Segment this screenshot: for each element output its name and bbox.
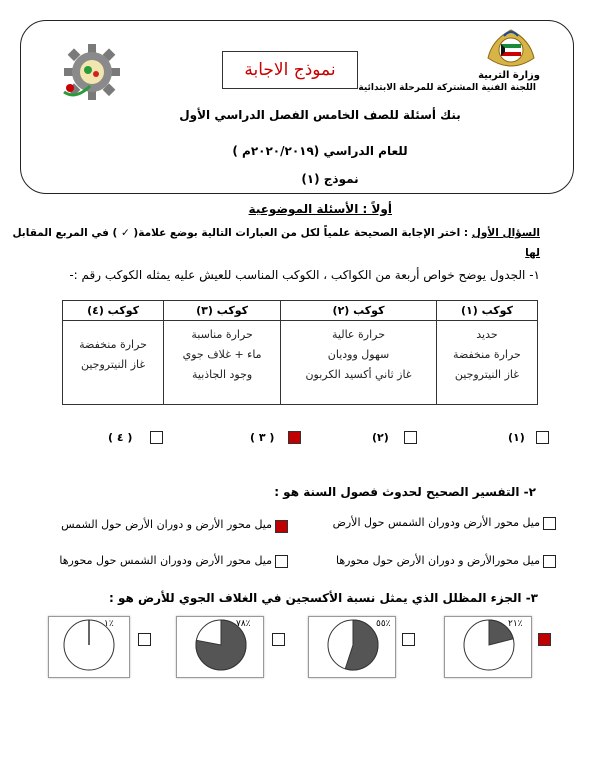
q3-option-2-checkbox[interactable] (402, 633, 415, 646)
q3-option-1-pie (462, 618, 516, 672)
q1-instruction (12, 227, 540, 239)
q3-option-3-label: ٧٨٪ (236, 619, 251, 629)
q1-instruction-tail: لها (525, 247, 540, 259)
kuwait-emblem-icon (482, 24, 540, 74)
q1-option-3-label: ( ٣ ) (250, 431, 275, 444)
q1-option-4-label: ( ٤ ) (108, 431, 133, 444)
cell-line: غاز النيتروجين (454, 368, 520, 381)
gear-logo-icon (60, 40, 124, 104)
ministry-label: وزارة التربية (478, 70, 540, 81)
cell-line: حرارة عالية (332, 328, 385, 341)
table-header: كوكب (١) (436, 301, 537, 321)
cell-line: حرارة مناسبة (191, 328, 253, 341)
cell-line: غاز النيتروجين (80, 358, 146, 371)
q3-option-2-pie (326, 618, 380, 672)
year-label: للعام الدراسي (٢٠٢٠/٢٠١٩م ) (232, 144, 408, 158)
table-cell (63, 321, 164, 405)
q3-option-1-checkbox[interactable] (538, 633, 551, 646)
q1-text: ١- الجدول يوضح خواص أربعة من الكواكب ، الكوكب المناسب للعيش عليه يمثله الكوكب رقم :- (69, 268, 540, 282)
table-header: كوكب (٤) (63, 301, 164, 321)
cell-line: غاز ثاني أكسيد الكربون (305, 368, 412, 381)
table-row (63, 321, 538, 405)
cell-line: حرارة منخفضة (453, 348, 521, 361)
model-label: نموذج (١) (301, 172, 359, 186)
planets-table (62, 300, 538, 405)
q2-option-3-checkbox[interactable] (543, 555, 556, 568)
q3-text: ٣- الجزء المظلل الذي يمثل نسبة الأكسجين في الغلاف الجوي للأرض هو : (109, 591, 538, 605)
q1-option-2-checkbox[interactable] (404, 431, 417, 444)
q3-option-2-label: ٥٥٪ (376, 619, 391, 629)
q2-option-2-label: ميل محور الأرض و دوران الأرض حول الشمس (61, 518, 272, 531)
q1-option-2-label: (٢) (372, 431, 389, 444)
table-header-row (63, 301, 538, 321)
q2-text: ٢- التفسير الصحيح لحدوث فصول السنة هو : (274, 485, 536, 499)
cell-line: وجود الجاذبية (192, 368, 253, 381)
q1-label: السؤال الأول (471, 227, 540, 239)
q3-option-1-label: ٢١٪ (508, 619, 523, 629)
table-cell (164, 321, 281, 405)
cell-line: سهول ووديان (327, 348, 390, 361)
cell-line: ماء + غلاف جوي (182, 348, 262, 361)
q1-option-1-label: (١) (508, 431, 525, 444)
committee-label: اللجنة الفنية المشتركة للمرحلة الابتدائية (358, 83, 536, 93)
q3-option-4-label: ١٪ (104, 619, 114, 629)
q2-option-1-checkbox[interactable] (543, 517, 556, 530)
answer-model-label: نموذج الاجابة (222, 51, 358, 89)
q2-option-4-label: ميل محور الأرض ودوران الشمس حول محورها (59, 554, 272, 567)
q2-option-2-checkbox[interactable] (275, 520, 288, 533)
table-cell (436, 321, 537, 405)
table-header: كوكب (٢) (281, 301, 437, 321)
cell-line: حرارة منخفضة (79, 338, 147, 351)
q3-option-3-pie (194, 618, 248, 672)
q3-option-4-pie (62, 618, 116, 672)
q1-instruction-text: : اختر الإجابة الصحيحة علمياً لكل من العبارات التالية بوضع علامة( ✓ ) في المربع المقابل (12, 227, 469, 239)
q3-option-4-checkbox[interactable] (138, 633, 151, 646)
q1-option-1-checkbox[interactable] (536, 431, 549, 444)
q2-option-3-label: ميل محورالأرض و دوران الأرض حول محورها (336, 554, 540, 567)
q2-option-4-checkbox[interactable] (275, 555, 288, 568)
q3-option-3-checkbox[interactable] (272, 633, 285, 646)
q2-option-1-label: ميل محور الأرض ودوران الشمس حول الأرض (332, 516, 540, 529)
section-title: أولاً : الأسئلة الموضوعية (248, 202, 392, 216)
cell-line: حديد (476, 328, 498, 341)
table-cell (281, 321, 437, 405)
q1-option-3-checkbox[interactable] (288, 431, 301, 444)
bank-title: بنك أسئلة للصف الخامس الفصل الدراسي الأول (179, 108, 461, 122)
q1-option-4-checkbox[interactable] (150, 431, 163, 444)
table-header: كوكب (٣) (164, 301, 281, 321)
